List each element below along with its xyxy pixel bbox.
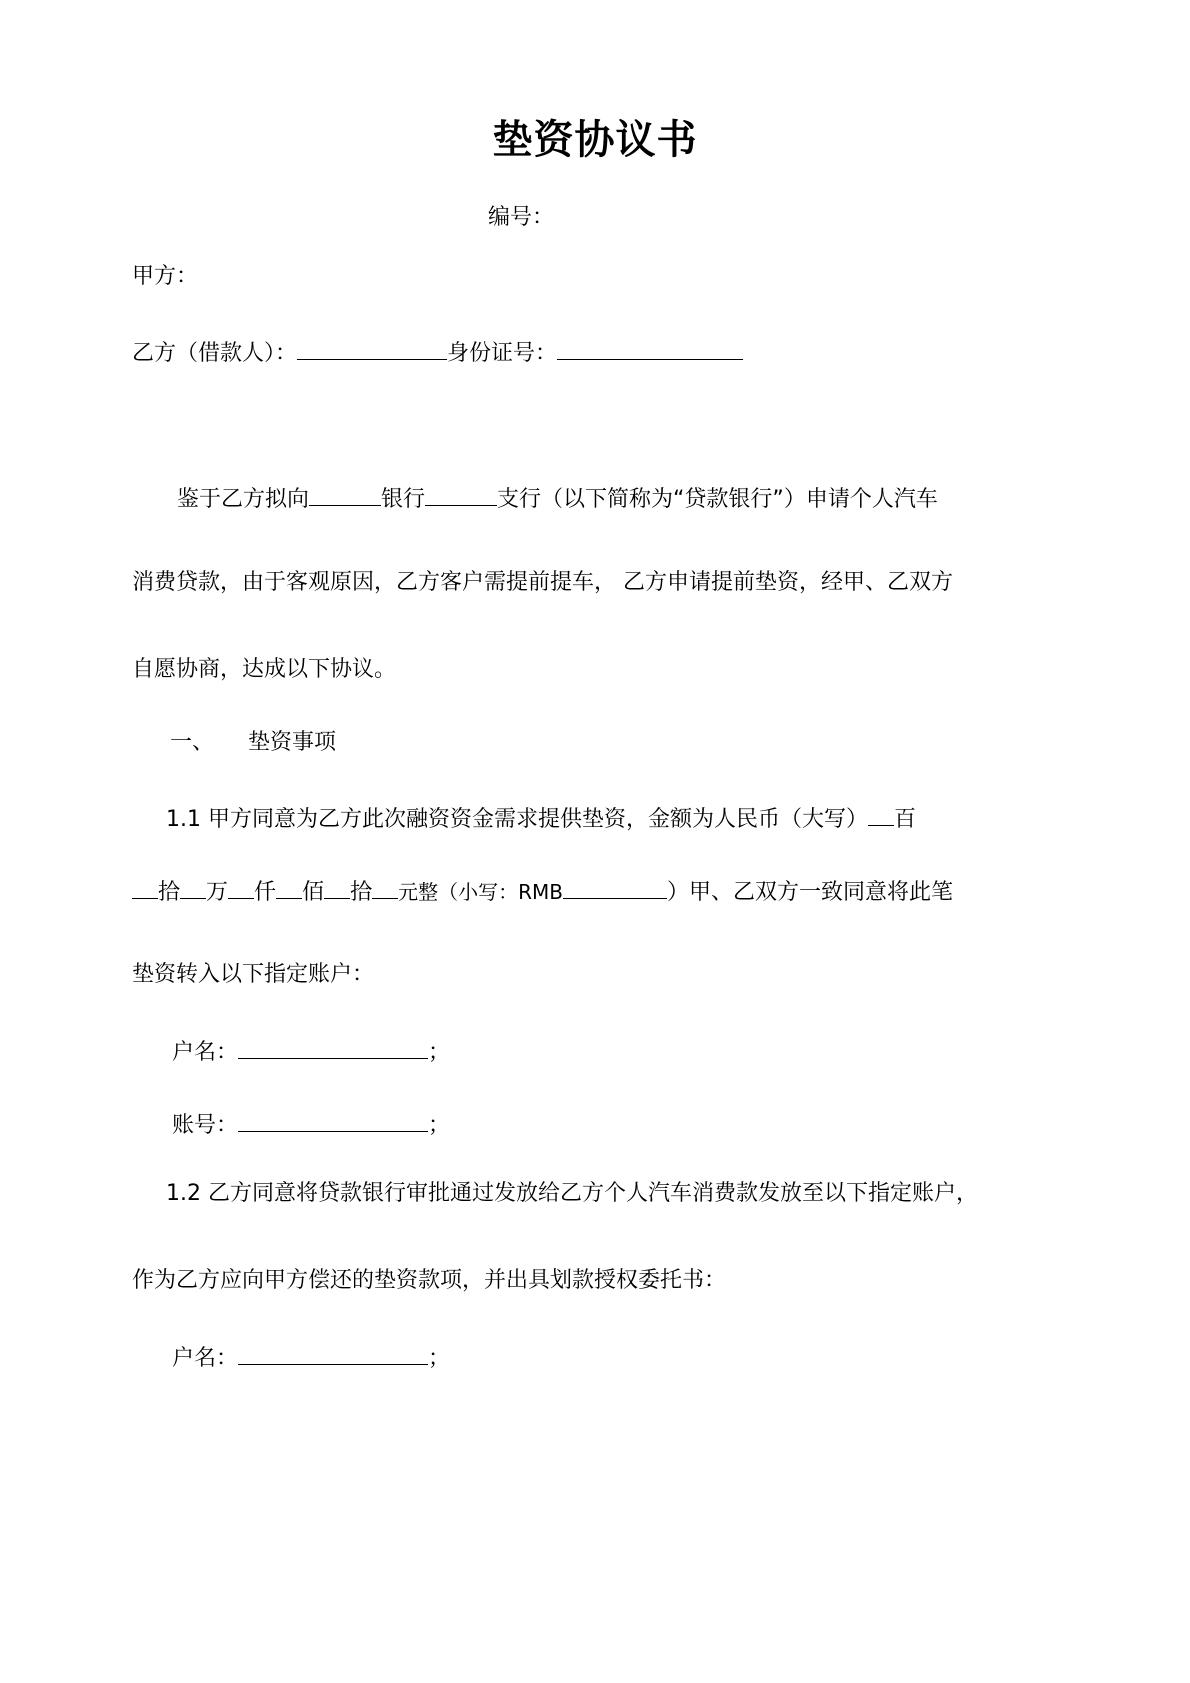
clause-text: 1.1 甲方同意为乙方此次融资资金需求提供垫资，金额为人民币（大写）: [166, 807, 868, 832]
id-number-label: 身份证号：: [447, 341, 558, 366]
unit-text: 拾: [350, 880, 373, 905]
amount-blank-field[interactable]: [324, 874, 350, 899]
preamble-text: 支行（以下简称为“贷款银行”）申请个人汽车: [497, 487, 938, 512]
amount-rmb-field[interactable]: [563, 874, 667, 899]
amount-blank-field[interactable]: [180, 874, 206, 899]
clause-1-1-line-2: [132, 874, 953, 908]
unit-text: 仟: [254, 880, 277, 905]
preamble-line-3: 自愿协商，达成以下协议。: [132, 657, 397, 682]
terminator: ；: [428, 1113, 451, 1138]
account-number-label: 账号：: [172, 1113, 239, 1138]
party-b-name-field[interactable]: [297, 335, 447, 360]
party-b-label: 乙方（借款人）：: [132, 341, 298, 366]
clause-1-1-line-1: [166, 801, 916, 835]
bank-name-field[interactable]: [309, 481, 381, 506]
section-number: 一、: [170, 730, 215, 755]
account-2-name-row: [172, 1340, 450, 1374]
id-number-field[interactable]: [557, 335, 743, 360]
clause-1-2-line-2: 作为乙方应向甲方偿还的垫资款项，并出具划款授权委托书：: [132, 1268, 727, 1293]
branch-name-field[interactable]: [425, 481, 497, 506]
clause-text: 百: [893, 807, 916, 832]
amount-blank-field[interactable]: [276, 874, 302, 899]
amount-blank-field[interactable]: [372, 874, 398, 899]
clause-1-1-line-3: 垫资转入以下指定账户：: [132, 962, 375, 987]
account-1-number-field[interactable]: [238, 1107, 428, 1132]
account-1-name-row: [172, 1034, 450, 1068]
preamble-line-1: [177, 481, 938, 515]
terminator: ；: [428, 1040, 451, 1065]
account-2-name-field[interactable]: [238, 1340, 428, 1365]
amount-blank-field[interactable]: [132, 874, 158, 899]
account-1-number-row: [172, 1107, 450, 1141]
unit-text: 佰: [302, 880, 325, 905]
account-1-name-field[interactable]: [238, 1034, 428, 1059]
contract-number-label: 编号：: [488, 205, 555, 230]
clause-text: ）甲、乙双方一致同意将此笔: [666, 880, 953, 905]
unit-text: 元整（小写：RMB: [398, 880, 563, 904]
preamble-text: 银行: [381, 487, 426, 512]
amount-hundred-million-field[interactable]: [868, 801, 894, 826]
account-name-label: 户名：: [172, 1040, 239, 1065]
party-a-label: 甲方：: [132, 264, 199, 289]
terminator: ；: [428, 1346, 451, 1371]
account-name-label: 户名：: [172, 1346, 239, 1371]
section-1-heading: [170, 728, 336, 758]
party-b-row: [132, 335, 743, 369]
amount-blank-field[interactable]: [228, 874, 254, 899]
unit-text: 万: [206, 880, 229, 905]
clause-1-2-line-1: 1.2 乙方同意将贷款银行审批通过发放给乙方个人汽车消费款发放至以下指定账户，: [166, 1181, 978, 1206]
preamble-text: 鉴于乙方拟向: [177, 487, 310, 512]
preamble-line-2: 消费贷款，由于客观原因，乙方客户需提前提车， 乙方申请提前垫资，经甲、乙双方: [132, 570, 953, 595]
section-title: 垫资事项: [248, 730, 337, 755]
unit-text: 拾: [158, 880, 181, 905]
document-title: 垫资协议书: [492, 117, 698, 163]
